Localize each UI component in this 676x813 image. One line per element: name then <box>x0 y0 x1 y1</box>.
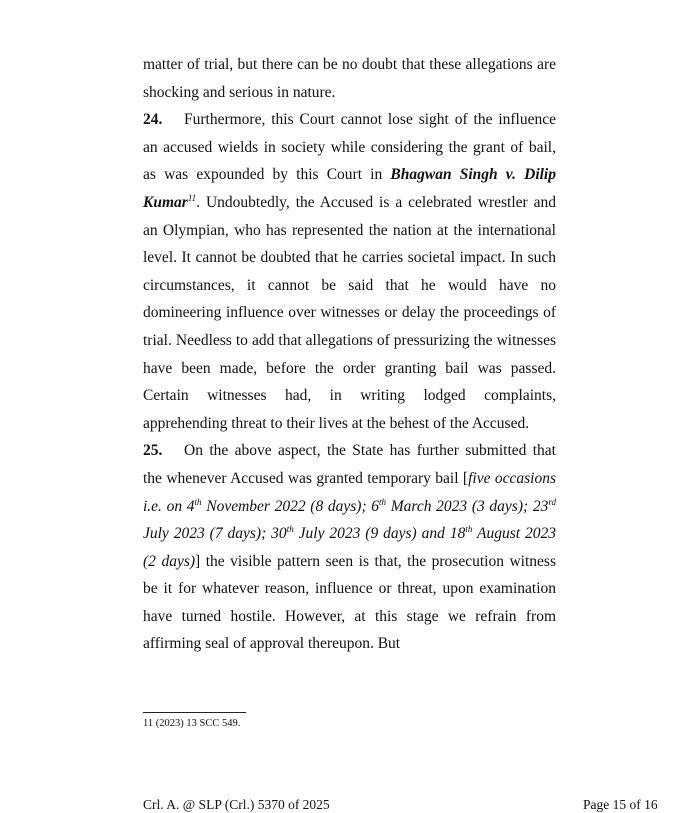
ordinal-suffix: th <box>465 524 473 535</box>
date-text: August 2023 (2 days) <box>143 525 556 570</box>
date-text: March 2023 (3 days); 23 <box>386 497 549 515</box>
footnote-divider <box>143 712 246 713</box>
footnote-reference[interactable]: 11 <box>187 192 197 203</box>
continuation-paragraph <box>143 51 556 106</box>
ordinal-suffix: rd <box>548 496 557 507</box>
paragraph-text: ] the visible pattern seen is that, the prosecution witness be it for whatever reason, influence or threat, upon examination have turned hostile. However, at this stage we refrain from affirming seal of approval thereupon. But <box>143 552 556 653</box>
paragraph-24 <box>143 106 556 437</box>
paragraph-number: 24. <box>143 111 163 129</box>
judgment-body <box>143 51 556 658</box>
paragraph-text: On the above aspect, the State has further submitted that the whenever Accused was granted temporary bail [ <box>143 442 556 487</box>
paragraph-text: Furthermore, this Court cannot lose sight of the influence an accused wields in society while considering the grant of bail, as was expounded by this Court in <box>143 111 556 184</box>
date-text: November 2022 (8 days); 6 <box>201 497 380 515</box>
date-text: July 2023 (7 days); 30 <box>143 525 287 543</box>
ordinal-suffix: th <box>379 496 387 507</box>
paragraph-number: 25. <box>143 442 163 460</box>
footer-case-reference: Crl. A. @ SLP (Crl.) 5370 of 2025 <box>143 797 330 812</box>
paragraph-25 <box>143 437 556 658</box>
date-text: July 2023 (9 days) and 18 <box>293 525 466 543</box>
case-citation: Bhagwan Singh v. Dilip Kumar <box>143 166 556 211</box>
ordinal-suffix: th <box>194 496 202 507</box>
date-text: five occasions i.e. on 4 <box>143 469 556 515</box>
paragraph-text: . Undoubtedly, the Accused is a celebrated wrestler and an Olympian, who has represented the nation at the international level. It cannot be doubted that he carries societal impact. In such circumstances, it cannot be said that he would have no domineering influence over witnesses or delay the proceedings of trial. Needless to add that allegations of pressurizing the witnesses have been made, before the order granting bail was passed. Certain witnesses had, in writing lodged complaints, apprehending threat to their lives at the behest of the Accused. <box>143 193 556 432</box>
continuation-text: matter of trial, but there can be no doubt that these allegations are shocking and serious in nature. <box>143 56 556 101</box>
footer-page-number: Page 15 of 16 <box>583 797 658 812</box>
ordinal-suffix: th <box>286 524 294 535</box>
footnote: 11 (2023) 13 SCC 549. <box>143 718 241 729</box>
